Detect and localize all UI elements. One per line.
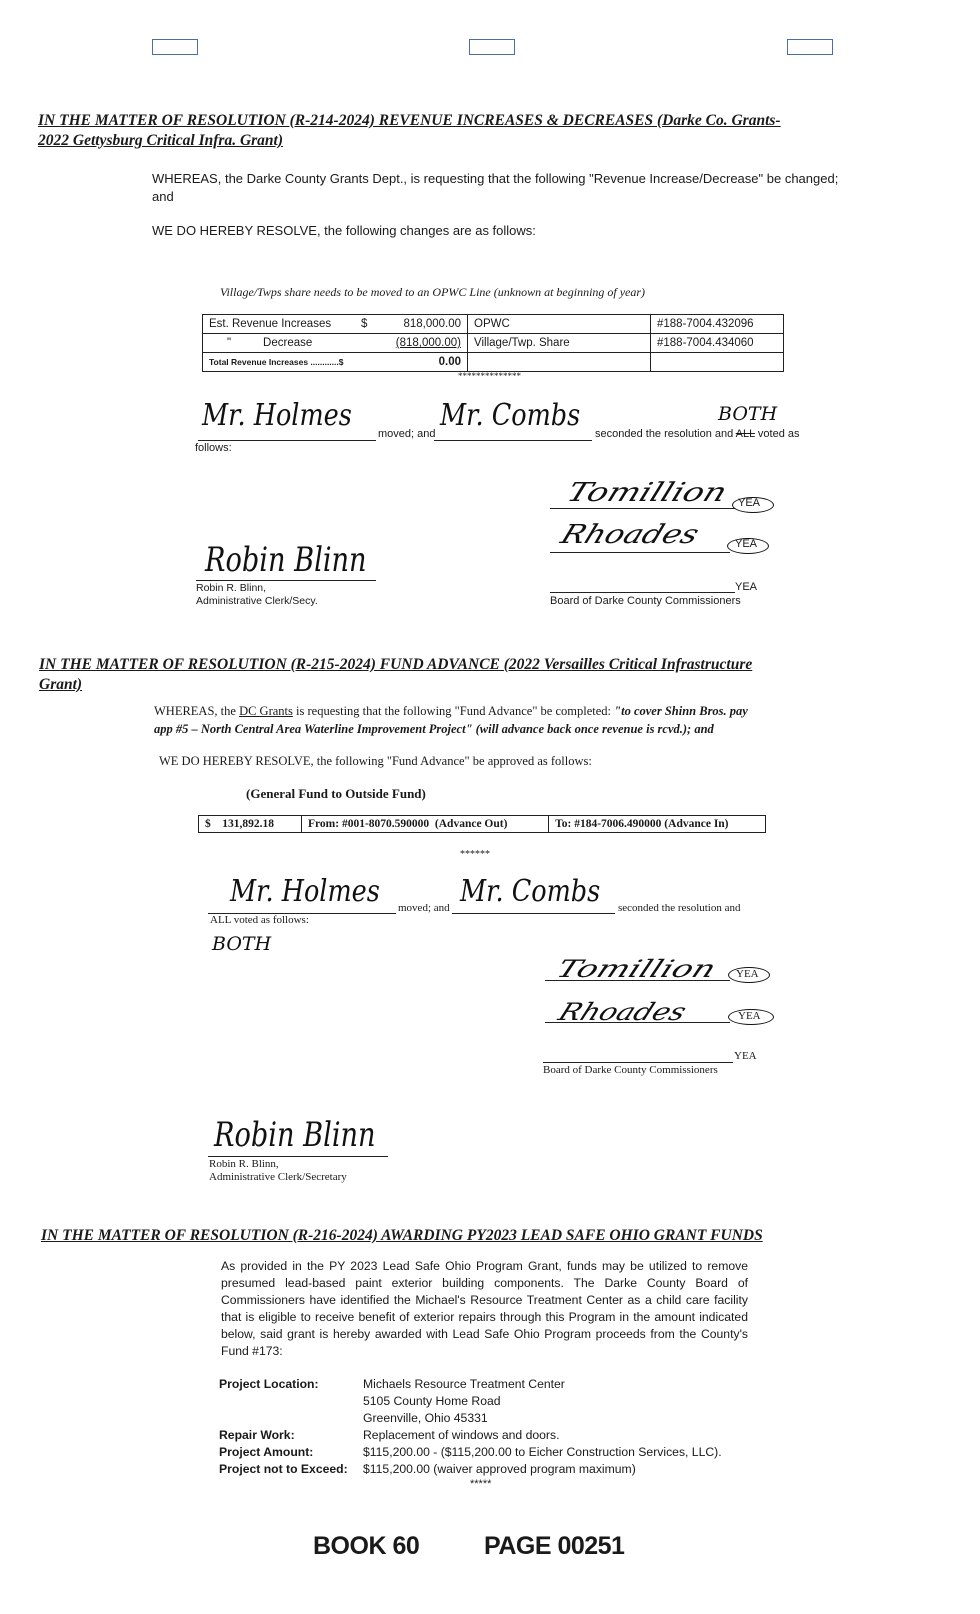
r216-para-line-5: below, said grant is hereby awarded with Lead Safe Ohio Program proceeds from the County's: [221, 1327, 748, 1341]
r214-whereas: [152, 170, 872, 206]
r215-yea-2: YEA: [738, 1010, 761, 1022]
table-cell-label: [203, 334, 356, 353]
r215-heading: [39, 655, 949, 695]
detail-label: Project Amount:: [219, 1445, 314, 1459]
row-label: " Decrease: [227, 337, 313, 349]
registration-mark-left: [152, 39, 198, 55]
r215-commissioner-line-3: [543, 1062, 733, 1063]
detail-label: [219, 1410, 363, 1427]
r215-board-label: Board of Darke County Commissioners: [543, 1064, 718, 1076]
r214-yea-2: YEA: [735, 538, 758, 550]
r214-heading-line1: IN THE MATTER OF RESOLUTION (R-214-2024) REVENUE INCREASES & DECREASES (Darke Co. Grants-: [38, 112, 781, 129]
r214-clerk-line: [196, 580, 376, 581]
r214-revenue-table: [202, 314, 784, 372]
r215-resolve: WE DO HEREBY RESOLVE, the following "Fund Advance" be approved as follows:: [159, 754, 592, 768]
amount: 0.00: [438, 356, 461, 368]
currency-sign: $: [361, 318, 368, 330]
r214-commissioner-line-3: [550, 592, 735, 593]
r215-heading-line2: Grant): [39, 676, 83, 693]
amount: (818,000.00): [395, 337, 461, 349]
footer-book: BOOK 60: [313, 1532, 420, 1560]
registration-mark-center: [469, 39, 515, 55]
r216-paragraph: [221, 1258, 748, 1360]
r214-moved-signature: Mr. Holmes: [202, 398, 352, 433]
table-cell-account: [651, 334, 784, 353]
r215-moved-signature: Mr. Holmes: [230, 874, 380, 909]
r214-clerk-block: [196, 582, 318, 608]
r214-follows-text: follows:: [195, 442, 232, 454]
row-label: Total Revenue Increases ............$: [209, 357, 344, 367]
detail-value: $115,200.00 - ($115,200.00 to Eicher Construction Services, LLC).: [363, 1445, 722, 1459]
r215-fund-table: [198, 815, 766, 833]
row-label: Est. Revenue Increases: [209, 318, 332, 330]
table-row: [199, 816, 766, 833]
detail-value: Greenville, Ohio 45331: [363, 1411, 488, 1425]
all-struck: ALL: [735, 428, 755, 440]
r215-seconded-signature: Mr. Combs: [460, 874, 601, 909]
r214-seconded-signature: Mr. Combs: [440, 398, 581, 433]
r215-heading-line1: IN THE MATTER OF RESOLUTION (R-215-2024) FUND ADVANCE (2022 Versailles Critical Infrastructure: [39, 656, 753, 673]
detail-value: Michaels Resource Treatment Center: [363, 1377, 565, 1391]
table-row: [203, 334, 784, 353]
r214-heading-line2: 2022 Gettysburg Critical Infra. Grant): [38, 132, 284, 149]
r215-yea-1: YEA: [736, 968, 759, 980]
registration-mark-right: [787, 39, 833, 55]
r215-clerk-block: [209, 1158, 347, 1184]
r214-stars: **************: [458, 371, 521, 381]
r214-commissioner-line-2: [550, 552, 730, 553]
r215-yea-3: YEA: [734, 1050, 757, 1062]
table-row: [203, 353, 784, 372]
r215-clerk-line: [208, 1156, 388, 1157]
r214-moved-text: moved; and: [378, 428, 436, 440]
table-cell-amount: [355, 334, 468, 353]
r214-whereas-line2: and: [152, 189, 174, 204]
r215-fund-title: (General Fund to Outside Fund): [246, 786, 426, 801]
table-cell-label: [203, 353, 356, 372]
seconded-text: seconded the resolution and: [595, 428, 734, 440]
r215-clerk-signature: Robin Blinn: [214, 1115, 376, 1155]
detail-label: Project Location:: [219, 1377, 319, 1391]
r216-para-line-3: Commissioners have identified the Michael's Resource Treatment Center as a child care facility: [221, 1293, 748, 1307]
table-cell-from: [302, 816, 549, 833]
r215-clerk-title: Administrative Clerk/Secretary: [209, 1171, 347, 1183]
r216-para-line-2: presumed lead-based paint exterior building components. The Darke County Board of: [221, 1276, 748, 1290]
detail-row: [219, 1444, 722, 1461]
r216-para-line-6: Fund #173:: [221, 1344, 283, 1358]
detail-row: [219, 1376, 722, 1393]
r214-yea-1: YEA: [738, 497, 761, 509]
r214-moved-line: [198, 440, 376, 441]
table-cell-amount: [199, 816, 302, 833]
r215-whereas: [154, 702, 874, 738]
table-cell-label: [203, 315, 356, 334]
r214-board-label: Board of Darke County Commissioners: [550, 595, 741, 607]
r214-commissioner-signature-2: Rhoades: [556, 520, 703, 550]
footer-page: PAGE 00251: [484, 1532, 625, 1560]
currency-sign: $: [205, 818, 211, 830]
r216-para-line-4: that is eligible to receive benefit of exterior repairs through this Program in the amount indicated: [221, 1310, 748, 1324]
r215-commissioner-signature-2: Rhoades: [554, 998, 691, 1026]
r215-whereas-line2: app #5 – North Central Area Waterline Improvement Project" (will advance back once revenue is rcvd.); and: [154, 722, 714, 736]
r214-clerk-name: Robin R. Blinn,: [196, 582, 267, 594]
table-row: [203, 315, 784, 334]
r215-commissioner-line-2: [545, 1022, 730, 1023]
detail-row: [219, 1461, 722, 1478]
detail-value: $115,200.00 (waiver approved program maximum): [363, 1462, 636, 1476]
from-account: From: #001-8070.590000 (Advance Out): [308, 818, 508, 830]
whereas-text-2: is requesting that the following "Fund Advance" be completed:: [292, 704, 615, 718]
r214-seconded-text: [595, 428, 800, 440]
r215-seconded-text: seconded the resolution and: [618, 902, 741, 914]
table-cell-amount: [355, 353, 468, 372]
r215-both-note: BOTH: [212, 933, 272, 955]
dc-grants-text: DC Grants: [239, 704, 293, 718]
r216-heading: IN THE MATTER OF RESOLUTION (R-216-2024) AWARDING PY2023 LEAD SAFE OHIO GRANT FUNDS: [41, 1227, 763, 1244]
r214-clerk-title: Administrative Clerk/Secy.: [196, 595, 318, 607]
account: #188-7004.432096: [657, 318, 754, 330]
table-cell-amount: [355, 315, 468, 334]
r214-heading: [38, 111, 948, 151]
r215-seconded-line: [452, 913, 615, 914]
detail-label: [219, 1393, 363, 1410]
amount: 818,000.00: [403, 318, 461, 330]
r215-all-voted: ALL voted as follows:: [210, 914, 309, 926]
r214-seconded-line: [434, 440, 592, 441]
detail-row: [219, 1427, 722, 1444]
r214-clerk-signature: Robin Blinn: [205, 540, 367, 580]
desc: OPWC: [474, 318, 510, 330]
r214-commissioner-line-1: [550, 508, 735, 509]
r214-whereas-line1: WHEREAS, the Darke County Grants Dept., is requesting that the following "Revenue Increase/Decrease" be changed;: [152, 171, 839, 186]
amount: 131,892.18: [222, 818, 274, 830]
detail-row: [219, 1393, 722, 1410]
r215-commissioner-line-1: [545, 980, 730, 981]
detail-label: Project not to Exceed:: [219, 1462, 348, 1476]
r215-whereas-line1: [154, 702, 874, 720]
r214-yea-3: YEA: [735, 581, 758, 593]
r216-details: [219, 1376, 722, 1478]
desc: Village/Twp. Share: [474, 337, 570, 349]
table-cell-account: [651, 315, 784, 334]
r214-both-note: BOTH: [718, 403, 778, 425]
r215-moved-text: moved; and: [398, 902, 450, 914]
detail-value: Replacement of windows and doors.: [363, 1428, 560, 1442]
r216-para-line-1: As provided in the PY 2023 Lead Safe Ohio Program Grant, funds may be utilized to remove: [221, 1259, 748, 1273]
r215-clerk-name: Robin R. Blinn,: [209, 1158, 279, 1170]
r214-note: Village/Twps share needs to be moved to an OPWC Line (unknown at beginning of year): [220, 285, 646, 299]
whereas-text: WHEREAS, the: [154, 704, 240, 718]
r215-commissioner-signature-1: Tomillion: [552, 955, 721, 983]
r215-stars: ******: [460, 849, 490, 860]
detail-row: [219, 1410, 722, 1427]
table-cell-desc: [468, 334, 651, 353]
to-account: To: #184-7006.490000 (Advance In): [555, 818, 729, 830]
table-cell-account: [651, 353, 784, 372]
account: #188-7004.434060: [657, 337, 754, 349]
table-cell-desc: [468, 315, 651, 334]
detail-label: Repair Work:: [219, 1428, 295, 1442]
table-cell-to: [549, 816, 766, 833]
r216-stars: *****: [470, 1478, 492, 1490]
detail-value: 5105 County Home Road: [363, 1394, 501, 1408]
r214-resolve: WE DO HEREBY RESOLVE, the following changes are as follows:: [152, 223, 536, 238]
table-cell-desc: [468, 353, 651, 372]
r214-commissioner-signature-1: Tomillion: [562, 478, 732, 508]
voted-as-text: voted as: [757, 428, 800, 440]
whereas-purpose: "to cover Shinn Bros. pay: [614, 704, 748, 718]
